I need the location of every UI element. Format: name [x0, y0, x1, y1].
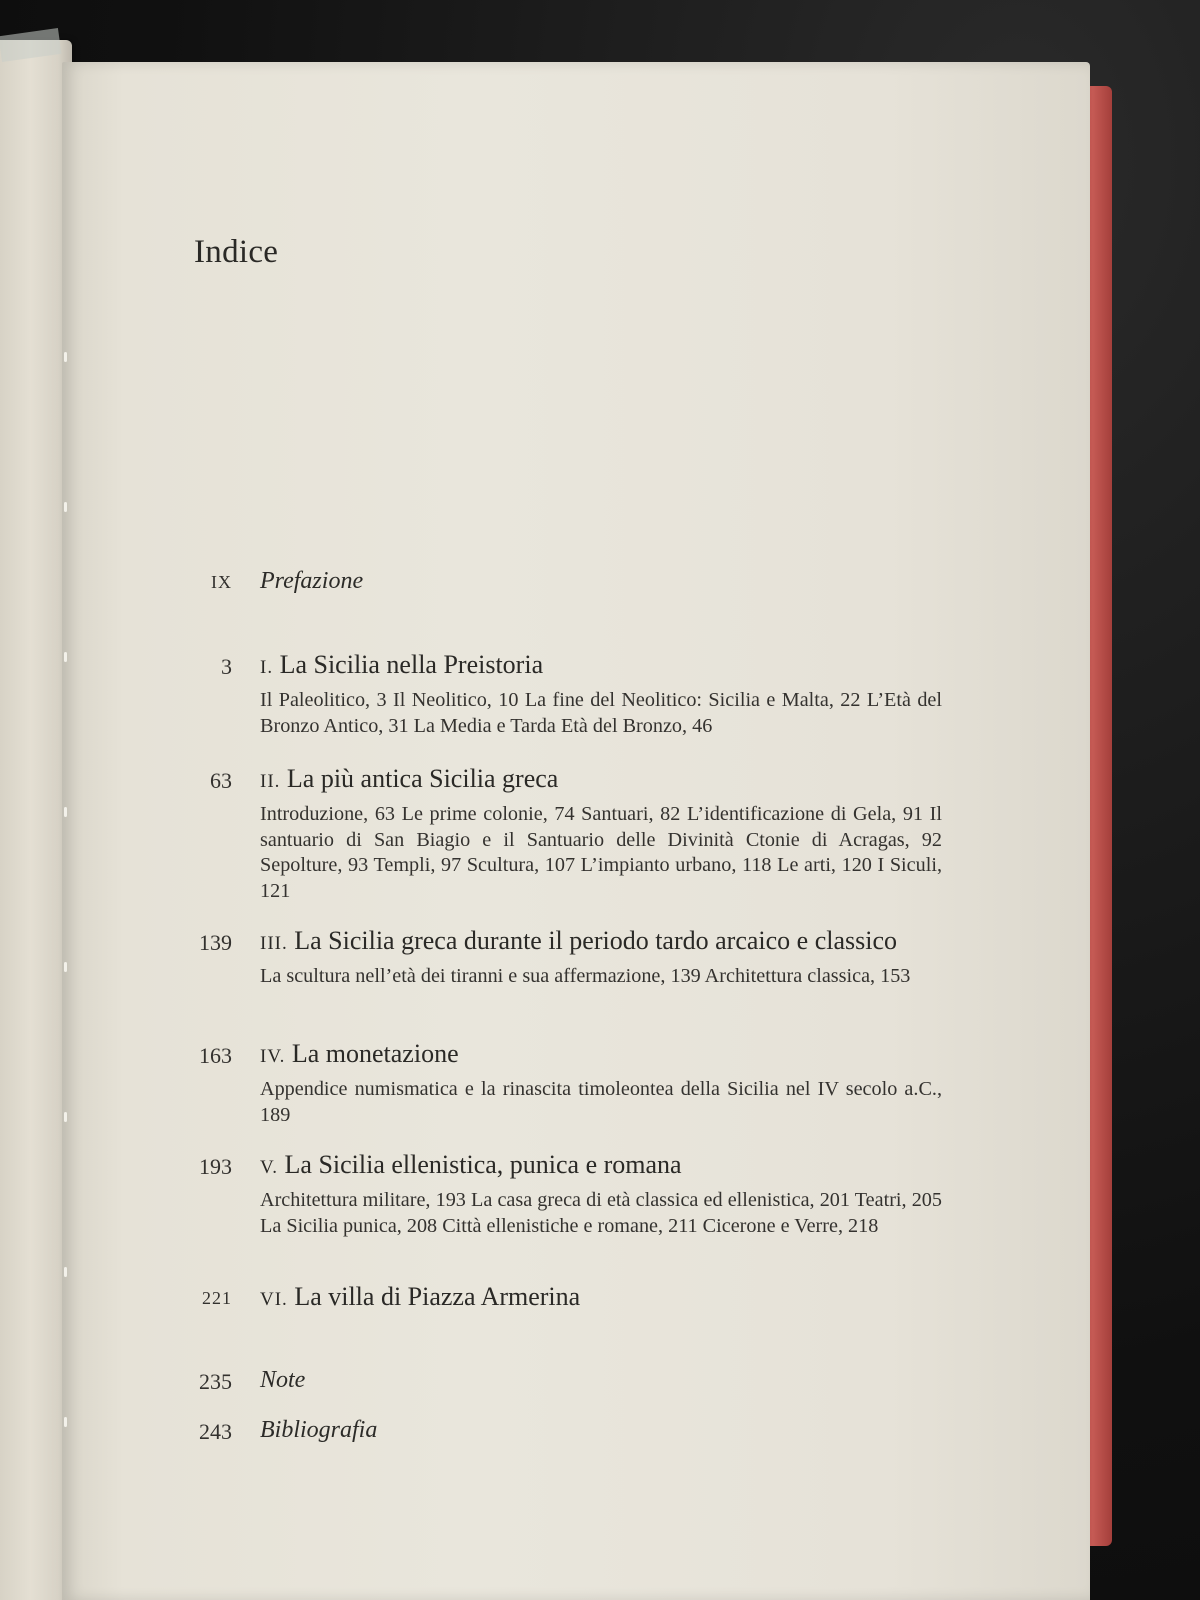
chapter-title: [260, 764, 558, 794]
chapter-name: La più antica Sicilia greca: [286, 764, 559, 793]
chapter-name: La villa di Piazza Armerina: [294, 1282, 581, 1311]
book-page: [62, 62, 1090, 1600]
chapter-name: La Sicilia greca durante il periodo tardo arcaico e classico: [294, 926, 898, 955]
binding-stitch: [64, 962, 67, 972]
page-number: 3: [221, 654, 232, 679]
page-title: Indice: [194, 234, 279, 270]
page-number: 163: [199, 1043, 232, 1068]
binding-stitch: [64, 502, 67, 512]
chapter-name: La monetazione: [291, 1039, 459, 1068]
chapter-title: [260, 1282, 580, 1312]
chapter-sections: Architettura militare, 193 La casa greca di età classica ed ellenistica, 201 Teatri, 205 La Sicilia punica, 208 Città ellenistiche e romane, 211 Cicerone e Verre, 218: [260, 1189, 942, 1237]
binding-stitch: [64, 352, 67, 362]
chapter-numeral: IV.: [260, 1046, 286, 1067]
chapter-title: [260, 926, 897, 956]
binding-stitch: [64, 807, 67, 817]
chapter-sections: La scultura nell’età dei tiranni e sua affermazione, 139 Architettura classica, 153: [260, 965, 911, 987]
page-number: 221: [202, 1288, 232, 1308]
chapter-numeral: VI.: [260, 1289, 288, 1310]
binding-stitch: [64, 652, 67, 662]
page-number: 63: [210, 768, 232, 793]
chapter-numeral: I.: [260, 657, 274, 678]
chapter-sections: Introduzione, 63 Le prime colonie, 74 Santuari, 82 L’identificazione di Gela, 91 Il santuario di San Biagio e il Santuario delle Divinità Ctonie di Acragas, 92 Sepolture, 93 Templi, 97 Scultura, 107 L’impianto urbano, 118 Le arti, 120 I Siculi, 121: [260, 803, 942, 902]
chapter-title: [260, 1150, 682, 1180]
page-number: IX: [211, 572, 232, 592]
chapter-title: [260, 650, 543, 680]
page-number: 243: [199, 1419, 232, 1444]
page-number: 139: [199, 930, 232, 955]
page-number: 235: [199, 1369, 232, 1394]
binding-stitch: [64, 1417, 67, 1427]
binding-stitch: [64, 1267, 67, 1277]
chapter-numeral: V.: [260, 1157, 279, 1178]
page-number: 193: [199, 1154, 232, 1179]
chapter-sections: Appendice numismatica e la rinascita timoleontea della Sicilia nel IV secolo a.C., 189: [260, 1078, 942, 1126]
chapter-name: La Sicilia nella Preistoria: [279, 650, 544, 679]
chapter-numeral: II.: [260, 771, 281, 792]
chapter-title: [260, 1039, 459, 1069]
chapter-sections: Il Paleolitico, 3 Il Neolitico, 10 La fine del Neolitico: Sicilia e Malta, 22 L’Età del Bronzo Antico, 31 La Media e Tarda Età del Bronzo, 46: [260, 689, 942, 737]
entry-title: Bibliografia: [260, 1417, 378, 1443]
binding-stitch: [64, 1112, 67, 1122]
chapter-name: La Sicilia ellenistica, punica e romana: [284, 1150, 682, 1179]
entry-title: Note: [260, 1367, 306, 1393]
chapter-numeral: III.: [260, 933, 288, 954]
entry-title: Prefazione: [260, 568, 364, 594]
